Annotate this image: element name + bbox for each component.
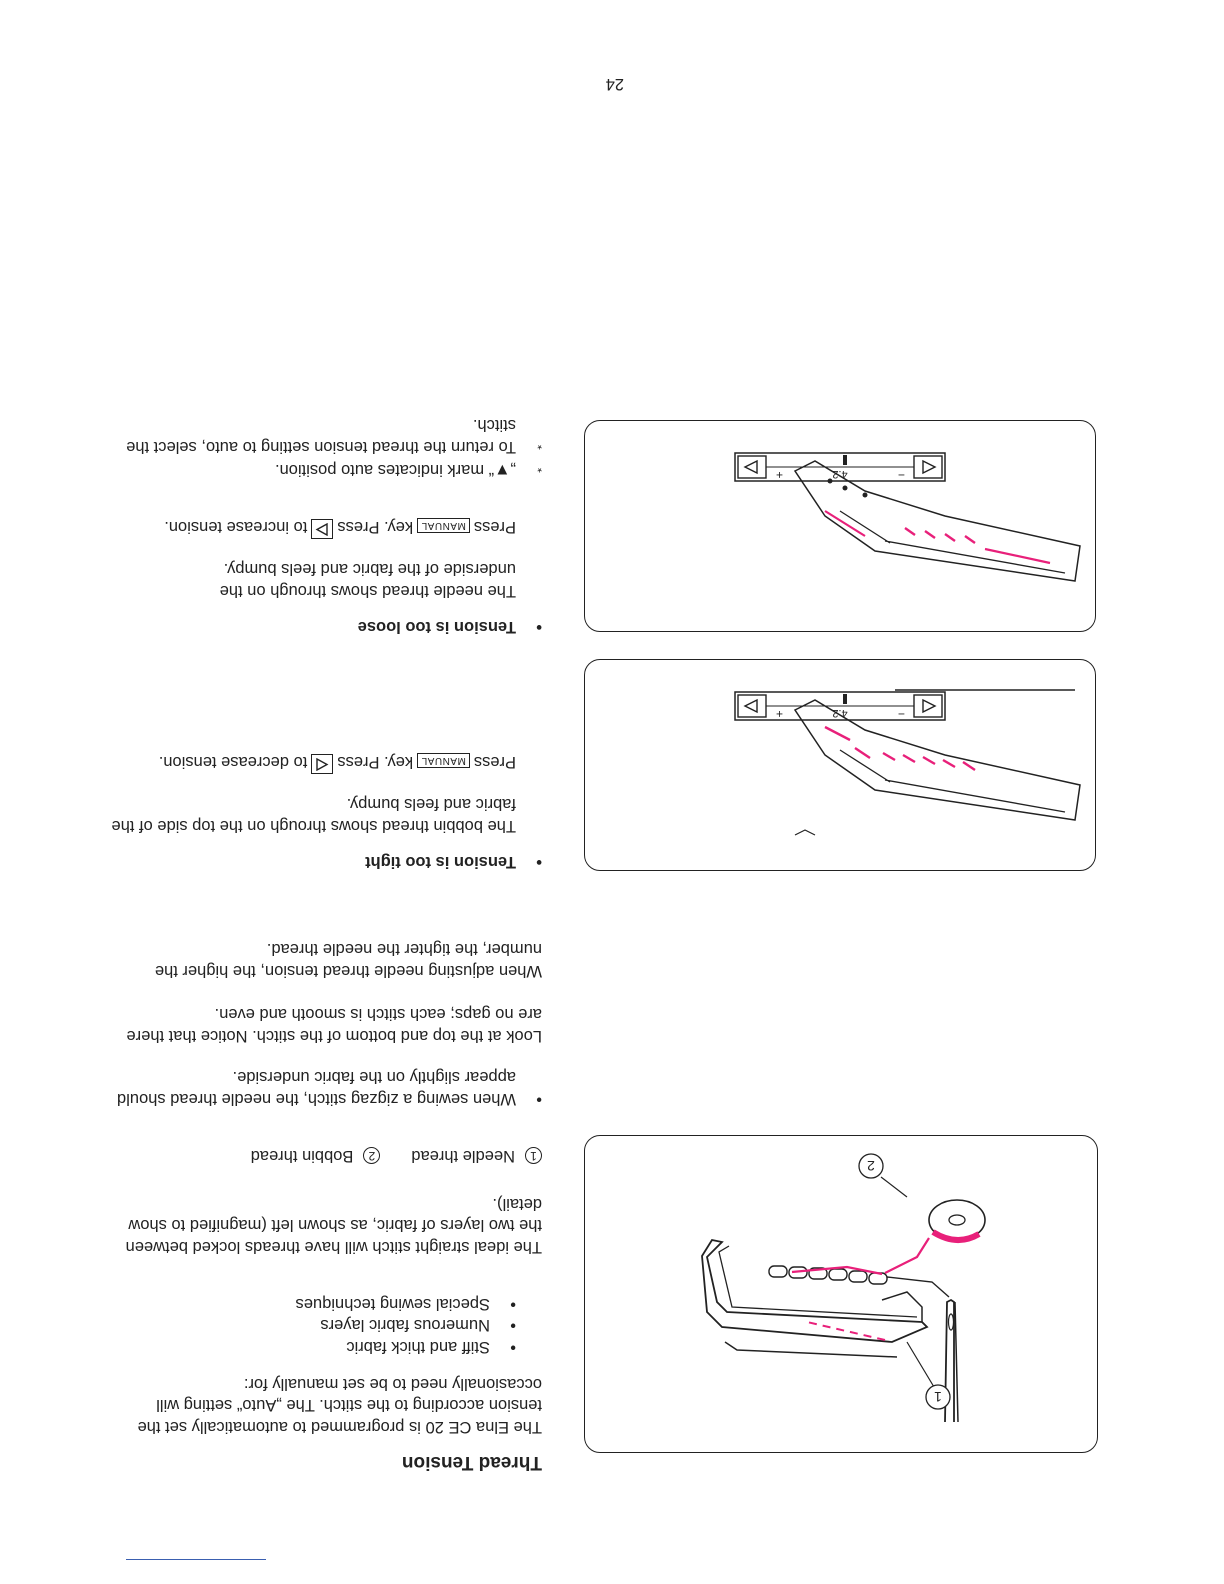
- display-minus: −: [897, 468, 905, 482]
- loose-action: to increase tension.: [164, 518, 308, 536]
- loose-desc: The needle thread shows through on the underside of the fabric and feels bumpy.: [219, 560, 516, 600]
- legend-num-2: 2: [363, 1147, 380, 1164]
- tight-heading: • Tension is too tight: [365, 853, 542, 871]
- page-number: 24: [605, 75, 624, 93]
- ideal-stitch-text: The ideal straight stitch will have threads locked between the two layers of fabric, as shown left (magnified to show detail).: [125, 1195, 542, 1256]
- legend-bobbin: Bobbin thread: [250, 1147, 354, 1165]
- list-item-text: Numerous fabric layers: [320, 1316, 490, 1335]
- callout-2: 2: [867, 1158, 875, 1174]
- loose-key-suffix: key. Press: [337, 518, 414, 536]
- list-item: • Stiff and thick fabric: [346, 1338, 516, 1356]
- tight-heading-text: Tension is too tight: [365, 853, 516, 871]
- note-text: „▼“ mark indicates auto position.: [274, 461, 516, 479]
- left-arrow-icon: [315, 758, 329, 771]
- loose-heading: • Tension is too loose: [357, 618, 542, 636]
- display-plus: +: [775, 468, 783, 482]
- page-title: Thread Tension: [401, 1452, 542, 1473]
- footer-rule: [126, 1559, 266, 1560]
- thread-legend: [82, 1145, 542, 1167]
- tension-loose-diagram: [584, 420, 1096, 632]
- intro-text: The Elna CE 20 is programmed to automatically set the tension according to the stitch. The „Auto“ setting will occasionally need to be set manually for:: [137, 1375, 542, 1436]
- tension-tight-illustration: [585, 660, 1095, 870]
- tension-loose-illustration: [585, 421, 1095, 631]
- right-arrow-icon: [315, 523, 329, 536]
- legend-num-1: 1: [525, 1147, 542, 1164]
- tight-action: to decrease tension.: [158, 753, 308, 771]
- list-item: • Numerous fabric layers: [320, 1316, 516, 1335]
- tight-instruction: [116, 751, 516, 775]
- list-item: • Special sewing techniques: [295, 1295, 516, 1313]
- note-marker: *: [537, 461, 542, 475]
- loose-instruction: [136, 516, 516, 540]
- list-item-text: Stiff and thick fabric: [346, 1338, 490, 1356]
- display-plus: +: [775, 707, 783, 721]
- legend-needle: Needle thread: [411, 1147, 515, 1165]
- look-text: Look at the top and bottom of the stitch. Notice that there are no gaps; each stitch is smooth and even.: [126, 1005, 542, 1045]
- right-arrow-key[interactable]: [311, 519, 333, 539]
- loose-press: Press: [473, 518, 516, 536]
- note-return-auto: [106, 414, 542, 457]
- left-arrow-key[interactable]: [311, 754, 333, 774]
- manual-key[interactable]: MANUAL: [417, 518, 470, 533]
- ideal-stitch-illustration: [585, 1136, 1097, 1452]
- note-marker: *: [537, 438, 542, 452]
- adjust-text: When adjusting needle thread tension, the higher the number, the tighter the needle thread.: [154, 940, 542, 980]
- zigzag-text: When sewing a zigzag stitch, the needle thread should appear slightly on the fabric underside.: [117, 1068, 516, 1108]
- list-item-text: Special sewing techniques: [295, 1295, 490, 1313]
- display-value: 4.2: [832, 468, 848, 480]
- display-minus: −: [897, 707, 905, 721]
- note-auto-mark: [106, 459, 542, 481]
- manual-key[interactable]: MANUAL: [417, 753, 470, 768]
- callout-1: 1: [934, 1389, 942, 1405]
- display-value: 4.2: [832, 707, 848, 719]
- tension-tight-diagram: [584, 659, 1096, 871]
- note-text: To return the thread tension setting to auto, select the stitch.: [126, 416, 516, 456]
- tight-press: Press: [473, 753, 516, 771]
- manual-list: [90, 1293, 516, 1358]
- loose-heading-text: Tension is too loose: [357, 618, 516, 636]
- ideal-stitch-diagram: [584, 1135, 1098, 1453]
- tight-desc: The bobbin thread shows through on the top side of the fabric and feels bumpy.: [111, 795, 516, 835]
- tight-key-suffix: key. Press: [337, 753, 414, 771]
- zigzag-bullet: • When sewing a zigzag stitch, the needle thread should appear slightly on the fabric underside.: [117, 1068, 542, 1108]
